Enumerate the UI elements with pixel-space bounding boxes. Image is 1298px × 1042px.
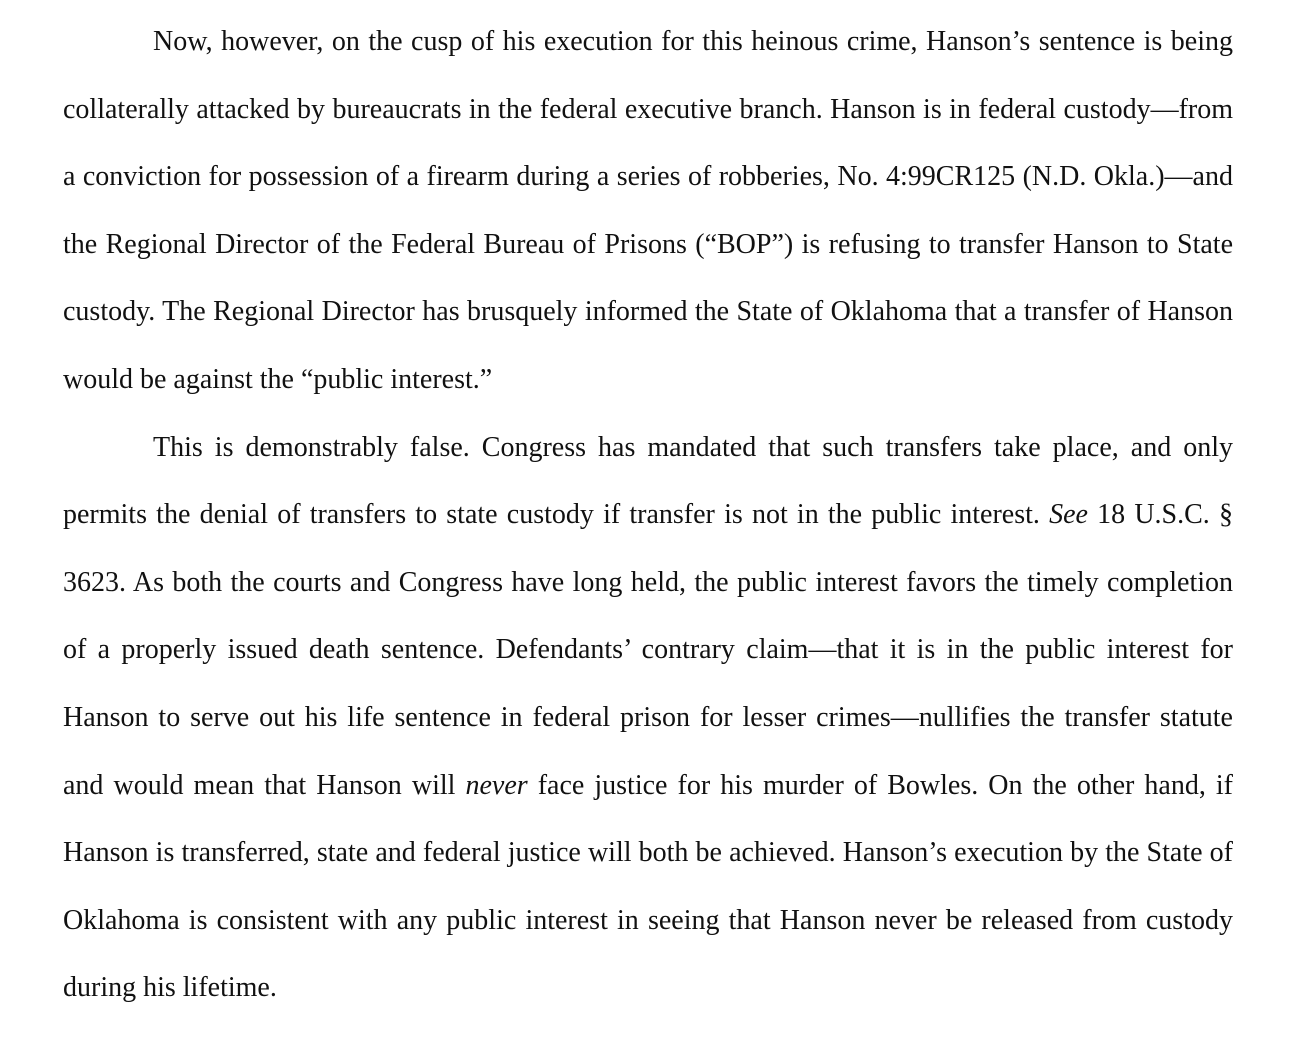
emphasis-never: never [465,769,528,801]
paragraph-1: Now, however, on the cusp of his execution for this heinous crime, Hanson’s sentence is being collaterally attacked by bureaucrats in the federal executive branch. Hanson is in federal custody—from a conviction for possession of a firearm during a series of robberies, No. 4:99CR125 (N.D. Okla.)—and the Regional Director of the Federal Bureau of Prisons (“BOP”) is refusing to transfer Hanson to State custody. The Regional Director has brusquely informed the State of Oklahoma that a transfer of Hanson would be against the “public interest.” [63,26,1233,395]
document-body [63,8,1233,1022]
paragraph-2-text-a: This is demonstrably false. Congress has mandated that such transfers take place, and only permits the denial of transfers to state custody if transfer is not in the public interest. [63,431,1233,531]
paragraph-2 [63,414,1233,1022]
paragraph-2-text-b: 18 U.S.C. § 3623. As both the courts and Congress have long held, the public interest favors the timely completion of a properly issued death sentence. Defendants’ contrary claim—that it is in the public interest for Hanson to serve out his life sentence in federal prison for lesser crimes—nullifies the transfer statute and would mean that Hanson will [63,499,1234,801]
citation-signal-see: See [1049,499,1088,531]
paragraph-2-text-c: face justice for his murder of Bowles. On the other hand, if Hanson is transferred, state and federal justice will both be achieved. Hanson’s execution by the State of Oklahoma is consistent with any public interest in seeing that Hanson never be released from custody during his lifetime. [63,769,1233,1004]
